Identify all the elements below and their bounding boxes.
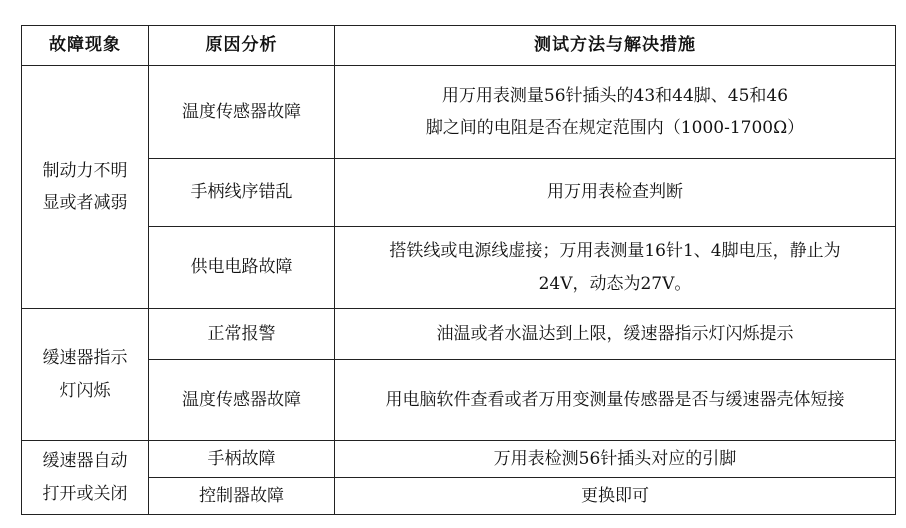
symptom-line: 显或者减弱: [42, 193, 128, 213]
symptom-cell: [22, 309, 149, 441]
cause-cell: 温度传感器故障: [149, 360, 335, 441]
cause-cell: 正常报警: [149, 309, 335, 360]
symptom-cell: [22, 441, 149, 515]
header-solution: 测试方法与解决措施: [335, 26, 896, 66]
table-row: [22, 309, 896, 360]
solution-cell: [335, 478, 896, 515]
symptom-line: 制动力不明: [42, 160, 128, 181]
table-row: [22, 227, 896, 309]
header-symptom: 故障现象: [22, 26, 149, 66]
solution-line: 用万用表测量56针插头的43和44脚、45和46: [441, 85, 789, 106]
cause-cell: 温度传感器故障: [149, 66, 335, 159]
solution-line: 用电脑软件查看或者万用变测量传感器是否与缓速器壳体短接: [385, 389, 845, 410]
solution-line: 用万用表检查判断: [547, 182, 683, 203]
table-row: [22, 360, 896, 441]
cause-cell: 手柄线序错乱: [149, 159, 335, 227]
header-cause: 原因分析: [149, 26, 335, 66]
solution-line: 24V，动态为27V。: [538, 273, 692, 294]
symptom-line: 灯闪烁: [59, 380, 111, 401]
solution-cell: [335, 309, 896, 360]
solution-cell: [335, 360, 896, 441]
table-row: [22, 66, 896, 159]
cause-cell: 手柄故障: [149, 441, 335, 478]
solution-line: 搭铁线或电源线虚接；万用表测量16针1、4脚电压，静止为: [389, 241, 841, 262]
cause-cell: 供电电路故障: [149, 227, 335, 309]
cause-cell: 控制器故障: [149, 478, 335, 515]
solution-line: 更换即可: [581, 485, 649, 506]
symptom-line: 缓速器自动: [42, 451, 128, 472]
header-row: [22, 26, 896, 66]
solution-cell: [335, 227, 896, 309]
symptom-line: 打开或关闭: [42, 483, 128, 504]
solution-line: 万用表检测56针插头对应的引脚: [493, 448, 737, 469]
table-row: [22, 441, 896, 478]
table-row: [22, 478, 896, 515]
symptom-line: 缓速器指示: [42, 348, 128, 369]
solution-cell: [335, 159, 896, 227]
fault-diagnosis-table: [21, 25, 896, 515]
solution-line: 脚之间的电阻是否在规定范围内（1000-1700Ω）: [425, 118, 805, 138]
solution-cell: [335, 441, 896, 478]
table-row: [22, 159, 896, 227]
symptom-cell: [22, 66, 149, 309]
solution-cell: [335, 66, 896, 159]
solution-line: 油温或者水温达到上限，缓速器指示灯闪烁提示: [436, 323, 794, 344]
